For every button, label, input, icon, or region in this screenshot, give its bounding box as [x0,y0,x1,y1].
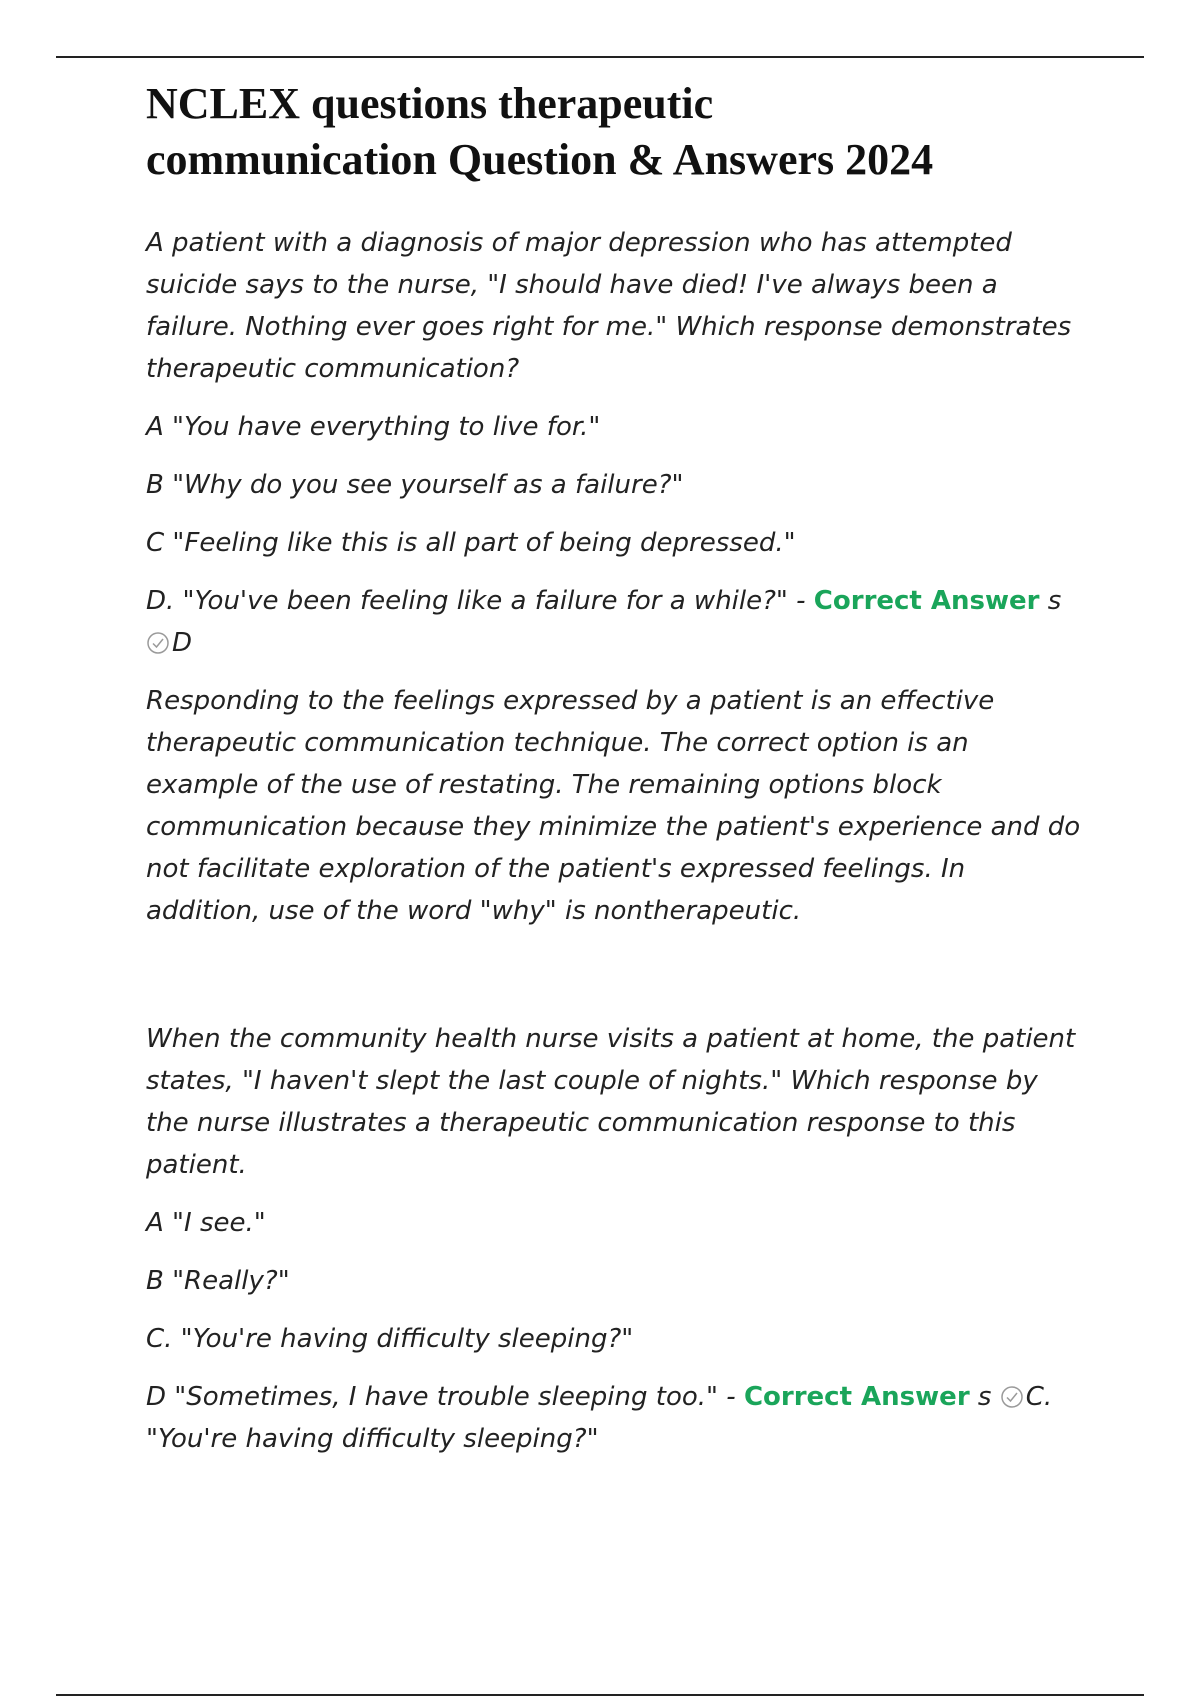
q1-option-b: B "Why do you see yourself as a failure?" [146,470,684,500]
page-title [146,76,1086,188]
q2-option-c: C. "You're having difficulty sleeping?" [146,1324,634,1354]
q2-option-b: B "Really?" [146,1266,290,1296]
q2-option-d-text: D "Sometimes, I have trouble sleeping too." - [146,1382,736,1412]
q2-option-d [146,1376,1086,1460]
title-line-2: communication Question & Answers 2024 [146,135,934,184]
q1-option-c: C "Feeling like this is all part of being depressed." [146,528,796,558]
check-circle-icon [1000,1385,1024,1409]
bottom-rule [56,1694,1144,1696]
q2-stem: When the community health nurse visits a patient at home, the patient states, "I haven't slept the last couple of nights." Which response by the nurse illustrates a therapeutic communication response to this patient. [146,1024,1076,1180]
q2-answer: C. "You're having difficulty sleeping?" [146,1382,1053,1454]
section-gap [146,948,1086,1018]
title-line-1: NCLEX questions therapeutic [146,79,714,128]
q1-rationale: Responding to the feelings expressed by a patient is an effective therapeutic communication technique. The correct option is an example of the use of restating. The remaining options block communication because they minimize the patient's experience and do not facilitate exploration of the patient's expressed feelings. In addition, use of the word "why" is nontherapeutic. [146,686,1081,926]
q1-stem: A patient with a diagnosis of major depression who has attempted suicide says to the nurse, "I should have died! I've always been a failure. Nothing ever goes right for me." Which response demonstrates therapeutic communication? [146,228,1072,384]
q2-option-a: A "I see." [146,1208,266,1238]
q1-option-a: A "You have everything to live for." [146,412,601,442]
q1-option-d-text: D. "You've been feeling like a failure for a while?" - [146,586,806,616]
q2-suffix: s [977,1382,992,1412]
q2-correct-answer-label: Correct Answer [743,1382,970,1412]
document-page [146,76,1086,1476]
q1-correct-answer-label: Correct Answer [813,586,1040,616]
check-circle-icon [146,631,170,655]
q1-answer: D [172,628,193,658]
q1-suffix: s [1047,586,1062,616]
q1-option-d [146,580,1086,664]
top-rule [56,56,1144,58]
